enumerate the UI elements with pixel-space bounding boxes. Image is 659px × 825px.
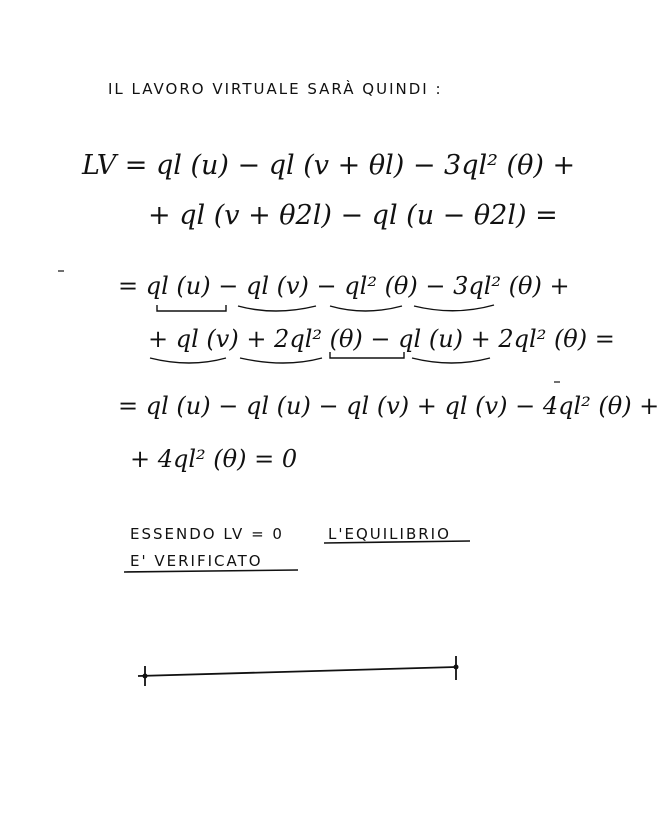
underline-curve xyxy=(414,305,494,311)
underline-curve xyxy=(330,306,402,311)
underline-curve xyxy=(150,358,226,363)
underline-curve xyxy=(412,358,490,363)
underline-curve xyxy=(240,358,322,363)
equation-line-6: + 4ql² (θ) = 0 xyxy=(130,445,298,473)
underline xyxy=(324,541,470,543)
equation-line-5: = ql (u) − ql (u) − ql (v) + ql (v) − 4ql² (θ) + xyxy=(118,392,659,420)
conclusion-text-3: E' VERIFICATO xyxy=(130,552,263,570)
equation-line-1: LV = ql (u) − ql (v + θl) − 3ql² (θ) + xyxy=(82,150,576,181)
underline-curve xyxy=(238,306,316,311)
conclusion-text-1: ESSENDO LV = 0 xyxy=(130,525,284,543)
equation-line-2: + ql (v + θ2l) − ql (u − θ2l) = xyxy=(148,200,558,231)
beam-sketch xyxy=(138,656,459,686)
underline-bracket xyxy=(330,352,404,358)
conclusion-text-2: L'EQUILIBRIO xyxy=(328,525,451,543)
underline xyxy=(124,570,298,572)
intro-text: IL LAVORO VIRTUALE SARÀ QUINDI : xyxy=(108,80,443,98)
equation-line-3: = ql (u) − ql (v) − ql² (θ) − 3ql² (θ) + xyxy=(118,272,570,300)
equation-line-4: + ql (v) + 2ql² (θ) − ql (u) + 2ql² (θ) = xyxy=(148,325,615,353)
underline-bracket xyxy=(157,305,226,311)
